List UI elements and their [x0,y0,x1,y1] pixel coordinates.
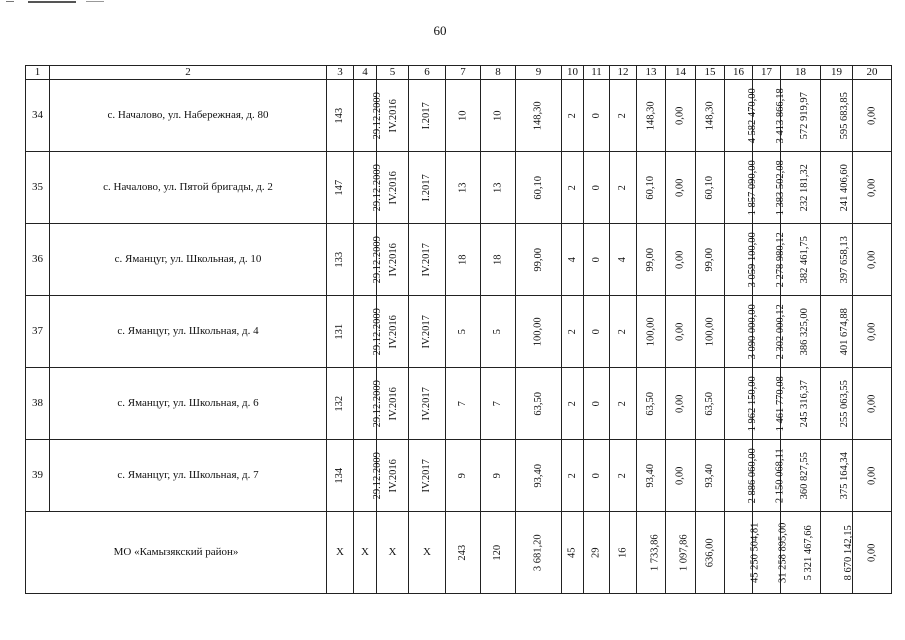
header-cell: 7 [446,66,481,80]
cell-value: 148,30 [645,101,657,131]
table-cell [781,152,821,224]
table-cell [354,440,383,512]
table-cell [725,224,758,296]
cell-value: Х [361,546,369,559]
table-row [26,152,892,224]
cell-value: 0,00 [866,322,878,342]
cell-value: 1 383 502,08 [774,160,786,216]
table-cell [327,440,354,512]
row-address: с. Яманцуг, ул. Школьная, д. 4 [50,296,327,368]
table-cell [637,152,666,224]
cell-value: 13 [457,182,469,194]
cell-value: 397 658,13 [838,236,850,284]
header-cell: 8 [481,66,516,80]
cell-value: IV.2016 [387,459,399,493]
cell-value: 0,00 [674,106,686,126]
header-cell: 14 [666,66,696,80]
total-cell [446,512,481,594]
cell-value: 4 [617,257,629,263]
table-cell [446,368,481,440]
table-cell [666,152,696,224]
table-cell [610,440,637,512]
table-cell [610,152,637,224]
cell-value: 0,00 [866,543,878,563]
cell-value: 5 [457,329,469,335]
cell-value: IV.2017 [421,387,433,421]
table-cell [637,80,666,152]
cell-value: 5 [492,329,504,335]
cell-value: 148,30 [704,101,716,131]
table-cell [610,368,637,440]
total-cell [696,512,725,594]
cell-value: 0,00 [866,466,878,486]
cell-value: 29.12.2009 [371,164,383,212]
cell-value: 1 857 090,00 [746,160,758,216]
cell-value: 2 [566,473,578,479]
table-cell [696,368,725,440]
cell-value: 9 [457,473,469,479]
cell-value: 147 [334,180,346,196]
table-cell [610,296,637,368]
table-cell [584,152,610,224]
table-cell [821,296,853,368]
cell-value: 2 [617,401,629,407]
cell-value: 93,40 [645,464,657,488]
table-cell [637,296,666,368]
table-cell [516,80,562,152]
cell-value: IV.2017 [421,243,433,277]
cell-value: 93,40 [704,464,716,488]
header-cell: 4 [354,66,377,80]
cell-value: 4 582 470,00 [746,88,758,144]
table-row [26,80,892,152]
header-cell: 12 [610,66,637,80]
cell-value: 255 063,55 [838,380,850,428]
cell-value: 401 674,88 [838,308,850,356]
cell-value: 2 [617,185,629,191]
cell-value: 0,00 [674,322,686,342]
table-cell [562,368,584,440]
cell-value: 0,00 [674,250,686,270]
table-cell [327,224,354,296]
cell-value: 2 [566,329,578,335]
table-cell [853,152,892,224]
cell-value: 241 406,60 [838,164,850,212]
table-cell [562,80,584,152]
cell-value: IV.2016 [387,387,399,421]
table-cell [584,80,610,152]
header-cell: 3 [327,66,354,80]
header-cell: 18 [781,66,821,80]
table-cell [409,296,446,368]
cell-value: 63,50 [645,392,657,416]
cell-value: 13 [492,182,504,194]
table-cell [781,440,821,512]
cell-value: I.2017 [421,174,433,202]
cell-value: I.2017 [421,102,433,130]
table-cell [781,224,821,296]
table-cell [562,152,584,224]
cell-value: 0,00 [866,250,878,270]
total-cell [516,512,562,594]
cell-value: 99,00 [645,248,657,272]
cell-value: 143 [334,108,346,124]
cell-value: 100,00 [704,317,716,347]
row-number: 34 [26,80,50,152]
cell-value: 0 [590,113,602,119]
table-cell [481,296,516,368]
row-number: 36 [26,224,50,296]
cell-value: 45 [566,547,578,559]
cell-value: 1 733,86 [649,534,661,572]
table-cell [516,224,562,296]
table-cell [516,440,562,512]
total-cell [637,512,666,594]
row-address: с. Началово, ул. Набережная, д. 80 [50,80,327,152]
table-cell [354,80,383,152]
cell-value: IV.2016 [387,171,399,205]
cell-value: 60,10 [704,176,716,200]
cell-value: 0,00 [866,178,878,198]
table-cell [562,224,584,296]
row-address: с. Яманцуг, ул. Школьная, д. 6 [50,368,327,440]
cell-value: 60,10 [645,176,657,200]
table-cell [666,224,696,296]
cell-value: 2 [617,473,629,479]
cell-value: IV.2017 [421,315,433,349]
cell-value: 133 [334,252,346,268]
cell-value: 2 [566,113,578,119]
cell-value: 100,00 [532,317,544,347]
table-cell [481,152,516,224]
total-cell [354,512,377,594]
cell-value: 0,00 [866,106,878,126]
cell-value: 636,00 [704,538,716,568]
table-cell [516,368,562,440]
total-cell [327,512,354,594]
cell-value: 4 [566,257,578,263]
table-cell [637,368,666,440]
cell-value: 8 670 142,15 [842,525,854,581]
cell-value: 1 461 770,08 [774,376,786,432]
table-cell [666,440,696,512]
total-cell [409,512,446,594]
row-number: 35 [26,152,50,224]
cell-value: 0 [590,329,602,335]
cell-value: 2 [566,185,578,191]
table-cell [562,296,584,368]
cell-value: 0,00 [674,394,686,414]
table-cell [481,224,516,296]
cell-value: 243 [457,545,469,561]
total-cell [377,512,409,594]
table-cell [696,80,725,152]
table-cell [725,440,758,512]
cell-value: 386 325,00 [798,308,810,356]
cell-value: 0 [590,185,602,191]
table-cell [781,80,821,152]
cell-value: IV.2017 [421,459,433,493]
cell-value: 2 302 000,12 [774,304,786,360]
table-cell [446,224,481,296]
total-cell [562,512,584,594]
header-cell: 17 [753,66,781,80]
table-cell [584,296,610,368]
header-cell: 15 [696,66,725,80]
table-cell [637,224,666,296]
row-number: 37 [26,296,50,368]
cell-value: 29.12.2009 [371,452,383,500]
cell-value: 99,00 [532,248,544,272]
cell-value: 29.12.2009 [371,308,383,356]
table-cell [516,152,562,224]
table-cell [696,152,725,224]
total-cell [853,512,892,594]
table-cell [725,368,758,440]
header-row [26,66,892,80]
cell-value: 2 [617,329,629,335]
cell-value: 93,40 [532,464,544,488]
cell-value: 245 316,37 [798,380,810,428]
cell-value: 3 059 100,00 [746,232,758,288]
cell-value: 63,50 [704,392,716,416]
table-cell [821,80,853,152]
table-cell [446,152,481,224]
cell-value: 29.12.2009 [371,380,383,428]
table-row [26,368,892,440]
cell-value: 0,00 [674,178,686,198]
cell-value: 120 [492,545,504,561]
table-row [26,224,892,296]
table-cell [853,80,892,152]
header-cell: 9 [516,66,562,80]
header-cell: 11 [584,66,610,80]
cell-value: 0,00 [674,466,686,486]
row-address: с. Яманцуг, ул. Школьная, д. 10 [50,224,327,296]
cell-value: 60,10 [532,176,544,200]
table-cell [409,80,446,152]
table-cell [354,224,383,296]
cell-value: 3 681,20 [532,534,544,572]
cell-value: 595 683,85 [838,92,850,140]
table-cell [409,440,446,512]
table-row [26,440,892,512]
cell-value: 375 164,34 [838,452,850,500]
cell-value: 134 [334,468,346,484]
cell-value: 100,00 [645,317,657,347]
table-cell [409,368,446,440]
table-cell [725,152,758,224]
total-cell [821,512,853,594]
total-cell [610,512,637,594]
cell-value: 2 278 980,12 [774,232,786,288]
header-cell: 5 [377,66,409,80]
cell-value: Х [423,546,431,559]
total-cell [725,512,761,594]
cell-value: 360 827,55 [798,452,810,500]
table-cell [409,224,446,296]
table-cell [725,296,758,368]
corner-scan-mark [6,0,104,4]
cell-value: 382 461,75 [798,236,810,284]
cell-value: 16 [617,547,629,559]
total-label: МО «Камызякский район» [26,512,327,594]
table-cell [409,152,446,224]
cell-value: IV.2016 [387,315,399,349]
data-table [25,65,892,594]
cell-value: 99,00 [704,248,716,272]
total-cell [481,512,516,594]
table-cell [562,440,584,512]
table-cell [853,440,892,512]
cell-value: 10 [457,110,469,122]
cell-value: 132 [334,396,346,412]
table-cell [637,440,666,512]
table-cell [610,224,637,296]
total-row [26,512,892,594]
cell-value: 63,50 [532,392,544,416]
table-cell [327,80,354,152]
header-cell: 1 [26,66,50,80]
table-cell [696,224,725,296]
table-cell [696,296,725,368]
cell-value: IV.2016 [387,99,399,133]
cell-value: 232 181,32 [798,164,810,212]
header-cell: 16 [725,66,753,80]
cell-value: 2 [566,401,578,407]
cell-value: 29 [590,547,602,559]
cell-value: 3 413 866,18 [774,88,786,144]
row-address: с. Яманцуг, ул. Школьная, д. 7 [50,440,327,512]
cell-value: 9 [492,473,504,479]
table-cell [821,224,853,296]
table-cell [327,152,354,224]
table-cell [354,368,383,440]
cell-value: 45 250 504,81 [749,522,761,584]
cell-value: 0 [590,257,602,263]
table-body [26,66,892,594]
cell-value: 1 962 150,00 [746,376,758,432]
cell-value: Х [336,546,344,559]
cell-value: 18 [492,254,504,266]
table-cell [584,368,610,440]
table-cell [516,296,562,368]
table-cell [446,80,481,152]
total-cell [584,512,610,594]
row-address: с. Началово, ул. Пятой бригады, д. 2 [50,152,327,224]
cell-value: 0 [590,401,602,407]
cell-value: 3 090 000,00 [746,304,758,360]
table-cell [781,296,821,368]
cell-value: Х [388,546,397,559]
table-cell [584,440,610,512]
cell-value: 131 [334,324,346,340]
row-number: 38 [26,368,50,440]
cell-value: 10 [492,110,504,122]
table-cell [354,296,383,368]
table-cell [584,224,610,296]
total-cell [666,512,696,594]
table-cell [481,80,516,152]
table-cell [354,152,383,224]
table-cell [853,368,892,440]
cell-value: 5 321 467,66 [802,525,814,581]
cell-value: 7 [457,401,469,407]
cell-value: 2 [617,113,629,119]
cell-value: IV.2016 [387,243,399,277]
header-cell: 10 [562,66,584,80]
table-cell [821,368,853,440]
cell-value: 2 150 068,11 [774,448,786,504]
header-cell: 2 [50,66,327,80]
table-cell [853,296,892,368]
header-cell: 13 [637,66,666,80]
table-cell [481,368,516,440]
table-cell [821,440,853,512]
table-cell [666,80,696,152]
cell-value: 0,00 [866,394,878,414]
table-cell [821,152,853,224]
cell-value: 7 [492,401,504,407]
table-cell [781,368,821,440]
cell-value: 29.12.2009 [371,92,383,140]
cell-value: 31 258 895,00 [777,522,789,584]
table-cell [666,296,696,368]
header-cell: 19 [821,66,853,80]
header-cell: 6 [409,66,446,80]
table-cell [446,440,481,512]
table-cell [610,80,637,152]
header-cell: 20 [853,66,892,80]
table-cell [327,368,354,440]
cell-value: 572 919,97 [798,92,810,140]
cell-value: 1 097,86 [678,534,690,572]
cell-value: 18 [457,254,469,266]
table-cell [446,296,481,368]
table-row [26,296,892,368]
table-cell [327,296,354,368]
row-number: 39 [26,440,50,512]
table-cell [725,80,758,152]
cell-value: 2 886 060,00 [746,448,758,504]
table-cell [481,440,516,512]
cell-value: 0 [590,473,602,479]
cell-value: 148,30 [532,101,544,131]
cell-value: 29.12.2009 [371,236,383,284]
table-cell [666,368,696,440]
page-number: 60 [433,23,447,38]
table-cell [696,440,725,512]
table-cell [853,224,892,296]
